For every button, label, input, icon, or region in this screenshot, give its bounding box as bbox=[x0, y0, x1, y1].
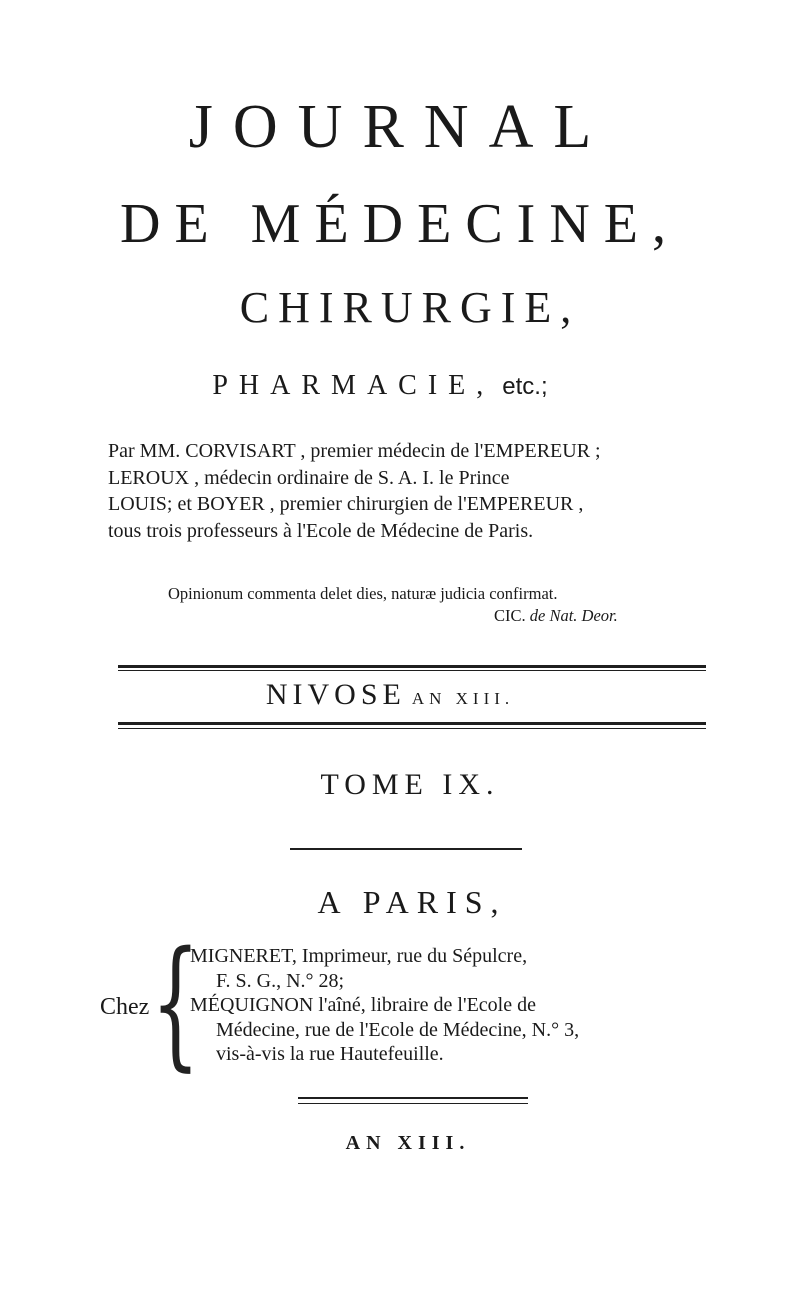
top-rule-thick bbox=[118, 665, 706, 668]
epigraph-source bbox=[494, 606, 618, 626]
imprint-rule-1 bbox=[298, 1097, 528, 1099]
issue-year: AN XIII. bbox=[411, 689, 515, 708]
imprint-rule-2 bbox=[298, 1103, 528, 1104]
publisher-line-3: MÉQUIGNON l'aîné, libraire de l'Ecole de bbox=[190, 994, 536, 1016]
epigraph-text: Opinionum commenta delet dies, naturæ judicia confirmat. bbox=[168, 584, 558, 603]
publisher-brace: { bbox=[151, 922, 200, 1085]
bottom-rule-thick bbox=[118, 722, 706, 725]
journal-title: JOURNAL bbox=[188, 93, 612, 161]
issue-line bbox=[0, 678, 790, 712]
top-rule-thin bbox=[118, 670, 706, 671]
volume-rule bbox=[290, 848, 522, 850]
publisher-line-1: MIGNERET, Imprimeur, rue du Sépulcre, bbox=[190, 945, 528, 967]
title-medecine: DE MÉDECINE, bbox=[120, 193, 680, 255]
authors-line-2: LEROUX , médecin ordinaire de S. A. I. le Prince bbox=[108, 466, 510, 489]
epigraph-source-author: CIC. bbox=[494, 606, 526, 625]
authors-block bbox=[108, 438, 708, 544]
authors-line-3: LOUIS; et BOYER , premier chirurgien de l'EMPEREUR , bbox=[108, 493, 584, 515]
authors-line-4: tous trois professeurs à l'Ecole de Médecine de Paris. bbox=[108, 519, 534, 542]
imprint-year: AN XIII. bbox=[345, 1132, 471, 1154]
authors-line-1: Par MM. CORVISART , premier médecin de l'EMPEREUR ; bbox=[108, 440, 601, 462]
publisher-line-4: Médecine, rue de l'Ecole de Médecine, N.° 3, bbox=[216, 1018, 580, 1041]
epigraph-source-work: de Nat. Deor. bbox=[529, 606, 618, 625]
title-chirurgie: CHIRURGIE, bbox=[239, 283, 581, 332]
volume-number: TOME IX. bbox=[320, 768, 500, 801]
issue-month: NIVOSE bbox=[265, 678, 406, 711]
publisher-chez: Chez bbox=[100, 994, 150, 1020]
publisher-line-5: vis-à-vis la rue Hautefeuille. bbox=[216, 1043, 444, 1065]
city-line: A PARIS, bbox=[317, 884, 507, 920]
publisher-line-2: F. S. G., N.° 28; bbox=[216, 969, 345, 992]
title-pharmacie: PHARMACIE, bbox=[212, 370, 495, 401]
publisher-block bbox=[190, 944, 750, 1067]
bottom-rule-thin bbox=[118, 728, 706, 729]
title-etc: etc.; bbox=[502, 373, 548, 400]
title-pharmacie-line bbox=[0, 370, 780, 402]
